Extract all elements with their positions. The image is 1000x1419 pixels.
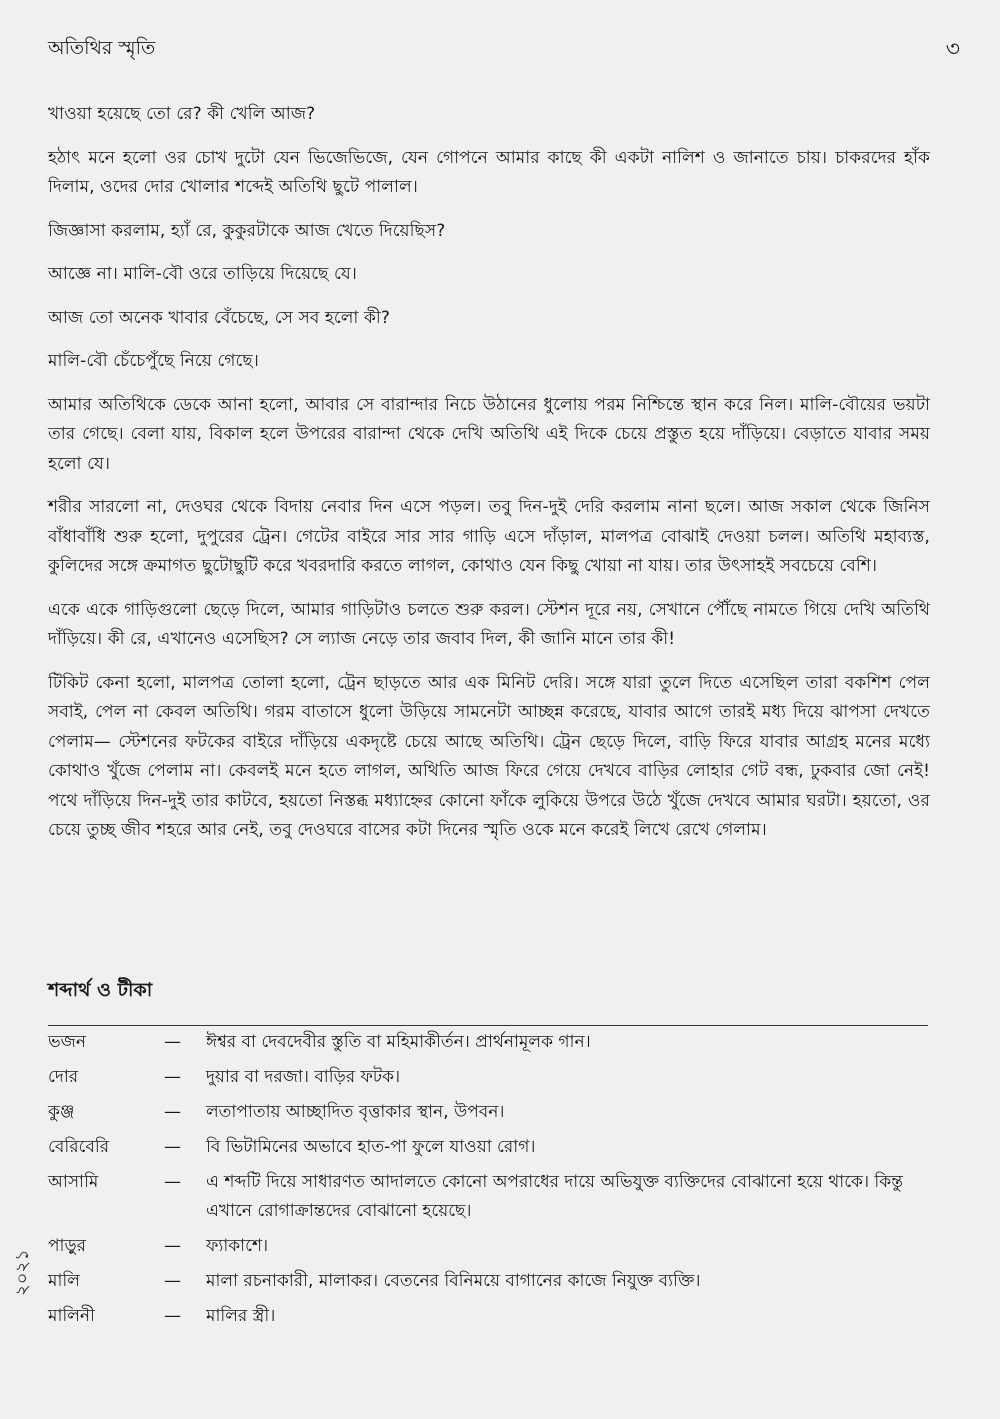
glossary-dash: — xyxy=(164,1172,181,1192)
glossary-entry xyxy=(48,1302,928,1331)
glossary-dash: — xyxy=(164,1102,181,1122)
glossary-definition: মালা রচনাকারী, মালাকর। বেতনের বিনিময়ে বাগানের কাজে নিযুক্ত ব্যক্তি। xyxy=(206,1271,701,1291)
glossary-dash: — xyxy=(164,1032,181,1052)
glossary-entry xyxy=(48,1267,928,1296)
glossary-entry xyxy=(48,1133,928,1162)
glossary-term: মালি xyxy=(48,1271,80,1291)
glossary-dash: — xyxy=(164,1236,181,1256)
glossary-definition: দুয়ার বা দরজা। বাড়ির ফটক। xyxy=(206,1067,401,1087)
chapter-title: অতিথির স্মৃতি xyxy=(48,37,156,59)
page-header xyxy=(48,34,960,64)
glossary-list xyxy=(48,1028,928,1337)
paragraph: আজ তো অনেক খাবার বেঁচেছে, সে সব হলো কী? xyxy=(48,307,390,328)
glossary-definition: ফ্যাকাশে। xyxy=(206,1236,269,1256)
glossary-term: বেরিবেরি xyxy=(48,1137,110,1157)
glossary-divider xyxy=(48,1025,928,1026)
glossary-entry xyxy=(48,1063,928,1092)
paragraph: খাওয়া হয়েছে তো রে? কী খেলি আজ? xyxy=(48,104,316,124)
glossary-definition: মালির স্ত্রী। xyxy=(206,1306,276,1326)
page-number: ৩ xyxy=(945,37,960,62)
story-body xyxy=(48,100,930,860)
paragraph: মালি-বৌ চেঁচেপুঁছে নিয়ে গেছে। xyxy=(48,351,259,371)
glossary-definition: এ শব্দটি দিয়ে সাধারণত আদালতে কোনো অপরাধের দায়ে অভিযুক্ত ব্যক্তিদের বোঝানো হয়ে থাকে। কিন্তু এখানে রোগাক্রান্তদের বোঝানো হয়েছে। xyxy=(206,1172,903,1221)
glossary-term: কুঞ্জ xyxy=(48,1102,75,1122)
margin-year: ২০২১ xyxy=(12,1249,33,1296)
paragraph: জিজ্ঞাসা করলাম, হ্যাঁ রে, কুকুরটাকে আজ খেতে দিয়েছিস? xyxy=(48,220,446,241)
glossary-entry xyxy=(48,1098,928,1127)
paragraph: আমার অতিথিকে ডেকে আনা হলো, আবার সে বারান্দার নিচে উঠানের ধুলোয় পরম নিশ্চিন্তে স্থান করে নিল। মালি-বৌয়ের ভয়টা তার গেছে। বেলা যায়, বিকাল হলে উপরের বারান্দা থেকে দেখি অতিথি এই দিকে চেয়ে প্রস্তুত হয়ে দাঁড়িয়ে। বেড়াতে যাবার সময় হলো যে। xyxy=(48,394,930,474)
glossary-entry xyxy=(48,1028,928,1057)
glossary-dash: — xyxy=(164,1067,181,1087)
glossary-entry xyxy=(48,1232,928,1261)
glossary-term: দোর xyxy=(48,1067,79,1087)
glossary-term: আসামি xyxy=(48,1172,99,1192)
glossary-dash: — xyxy=(164,1271,181,1291)
glossary-term: পাড়ুর xyxy=(48,1236,86,1256)
glossary-definition: ঈশ্বর বা দেবদেবীর স্তুতি বা মহিমাকীর্তন। প্রার্থনামূলক গান। xyxy=(206,1032,591,1052)
glossary-dash: — xyxy=(164,1306,181,1326)
glossary-definition: লতাপাতায় আচ্ছাদিত বৃত্তাকার স্থান, উপবন। xyxy=(206,1102,505,1122)
glossary-term: মালিনী xyxy=(48,1306,95,1326)
paragraph: একে একে গাড়িগুলো ছেড়ে দিলে, আমার গাড়িটাও চলতে শুরু করল। স্টেশন দূরে নয়, সেখানে পৌঁছে নামতে গিয়ে দেখি অতিথি দাঁড়িয়ে। কী রে, এখানেও এসেছিস? সে ল্যাজ নেড়ে তার জবাব দিল, কী জানি মানে তার কী! xyxy=(48,599,930,649)
glossary-heading: শব্দার্থ ও টীকা xyxy=(48,979,153,1001)
glossary-definition: বি ভিটামিনের অভাবে হাত-পা ফুলে যাওয়া রোগ। xyxy=(206,1137,536,1157)
paragraph: টিকিট কেনা হলো, মালপত্র তোলা হলো, ট্রেন ছাড়তে আর এক মিনিট দেরি। সঙ্গে যারা তুলে দিতে এসেছিল তারা বকশিশ পেল সবাই, পেল না কেবল অতিথি। গরম বাতাসে ধুলো উড়িয়ে সামনেটা আচ্ছন্ন করেছে, যাবার আগে তারই মধ্য দিয়ে ঝাপসা দেখতে পেলাম— স্টেশনের ফটকের বাইরে দাঁড়িয়ে একদৃষ্টে চেয়ে আছে অতিথি। ট্রেন ছেড়ে দিলে, বাড়ি ফিরে যাবার আগ্রহ মনের মধ্যে কোথাও খুঁজে পেলাম না। কেবলই মনে হতে লাগল, অথিতি আজ ফিরে গেয়ে দেখবে বাড়ির লোহার গেট বন্ধ, ঢুকবার জো নেই! পথে দাঁড়িয়ে দিন-দুই তার কাটবে, হয়তো নিস্তব্ধ মধ্যাহ্নের কোনো ফাঁকে লুকিয়ে উপরে উঠে খুঁজে দেখবে আমার ঘরটা। হয়তো, ওর চেয়ে তুচ্ছ জীব শহরে আর নেই, তবু দেওঘরে বাসের কটা দিনের স্মৃতি ওকে মনে করেই লিখে রেখে গেলাম। xyxy=(48,672,930,840)
glossary-dash: — xyxy=(164,1137,181,1157)
glossary-entry xyxy=(48,1168,928,1226)
glossary-term: ভজন xyxy=(48,1032,87,1052)
paragraph: হঠাৎ মনে হলো ওর চোখ দুটো যেন ভিজেভিজে, যেন গোপনে আমার কাছে কী একটা নালিশ ও জানাতে চায়। চাকরদের হাঁক দিলাম, ওদের দোর খোলার শব্দেই অতিথি ছুটে পালাল। xyxy=(48,147,930,197)
paragraph: আজ্ঞে না। মালি-বৌ ওরে তাড়িয়ে দিয়েছে যে। xyxy=(48,264,357,284)
paragraph: শরীর সারলো না, দেওঘর থেকে বিদায় নেবার দিন এসে পড়ল। তবু দিন-দুই দেরি করলাম নানা ছলে। আজ সকাল থেকে জিনিস বাঁধাবাঁধি শুরু হলো, দুপুরের ট্রেন। গেটের বাইরে সার সার গাড়ি এসে দাঁড়াল, মালপত্র বোঝাই দেওয়া চলল। অতিথি মহাব্যস্ত, কুলিদের সঙ্গে ক্রমাগত ছুটোছুটি করে খবরদারি করতে লাগল, কোথাও যেন কিছু খোয়া না যায়। তার উৎসাহই সবচেয়ে বেশি। xyxy=(48,497,930,576)
